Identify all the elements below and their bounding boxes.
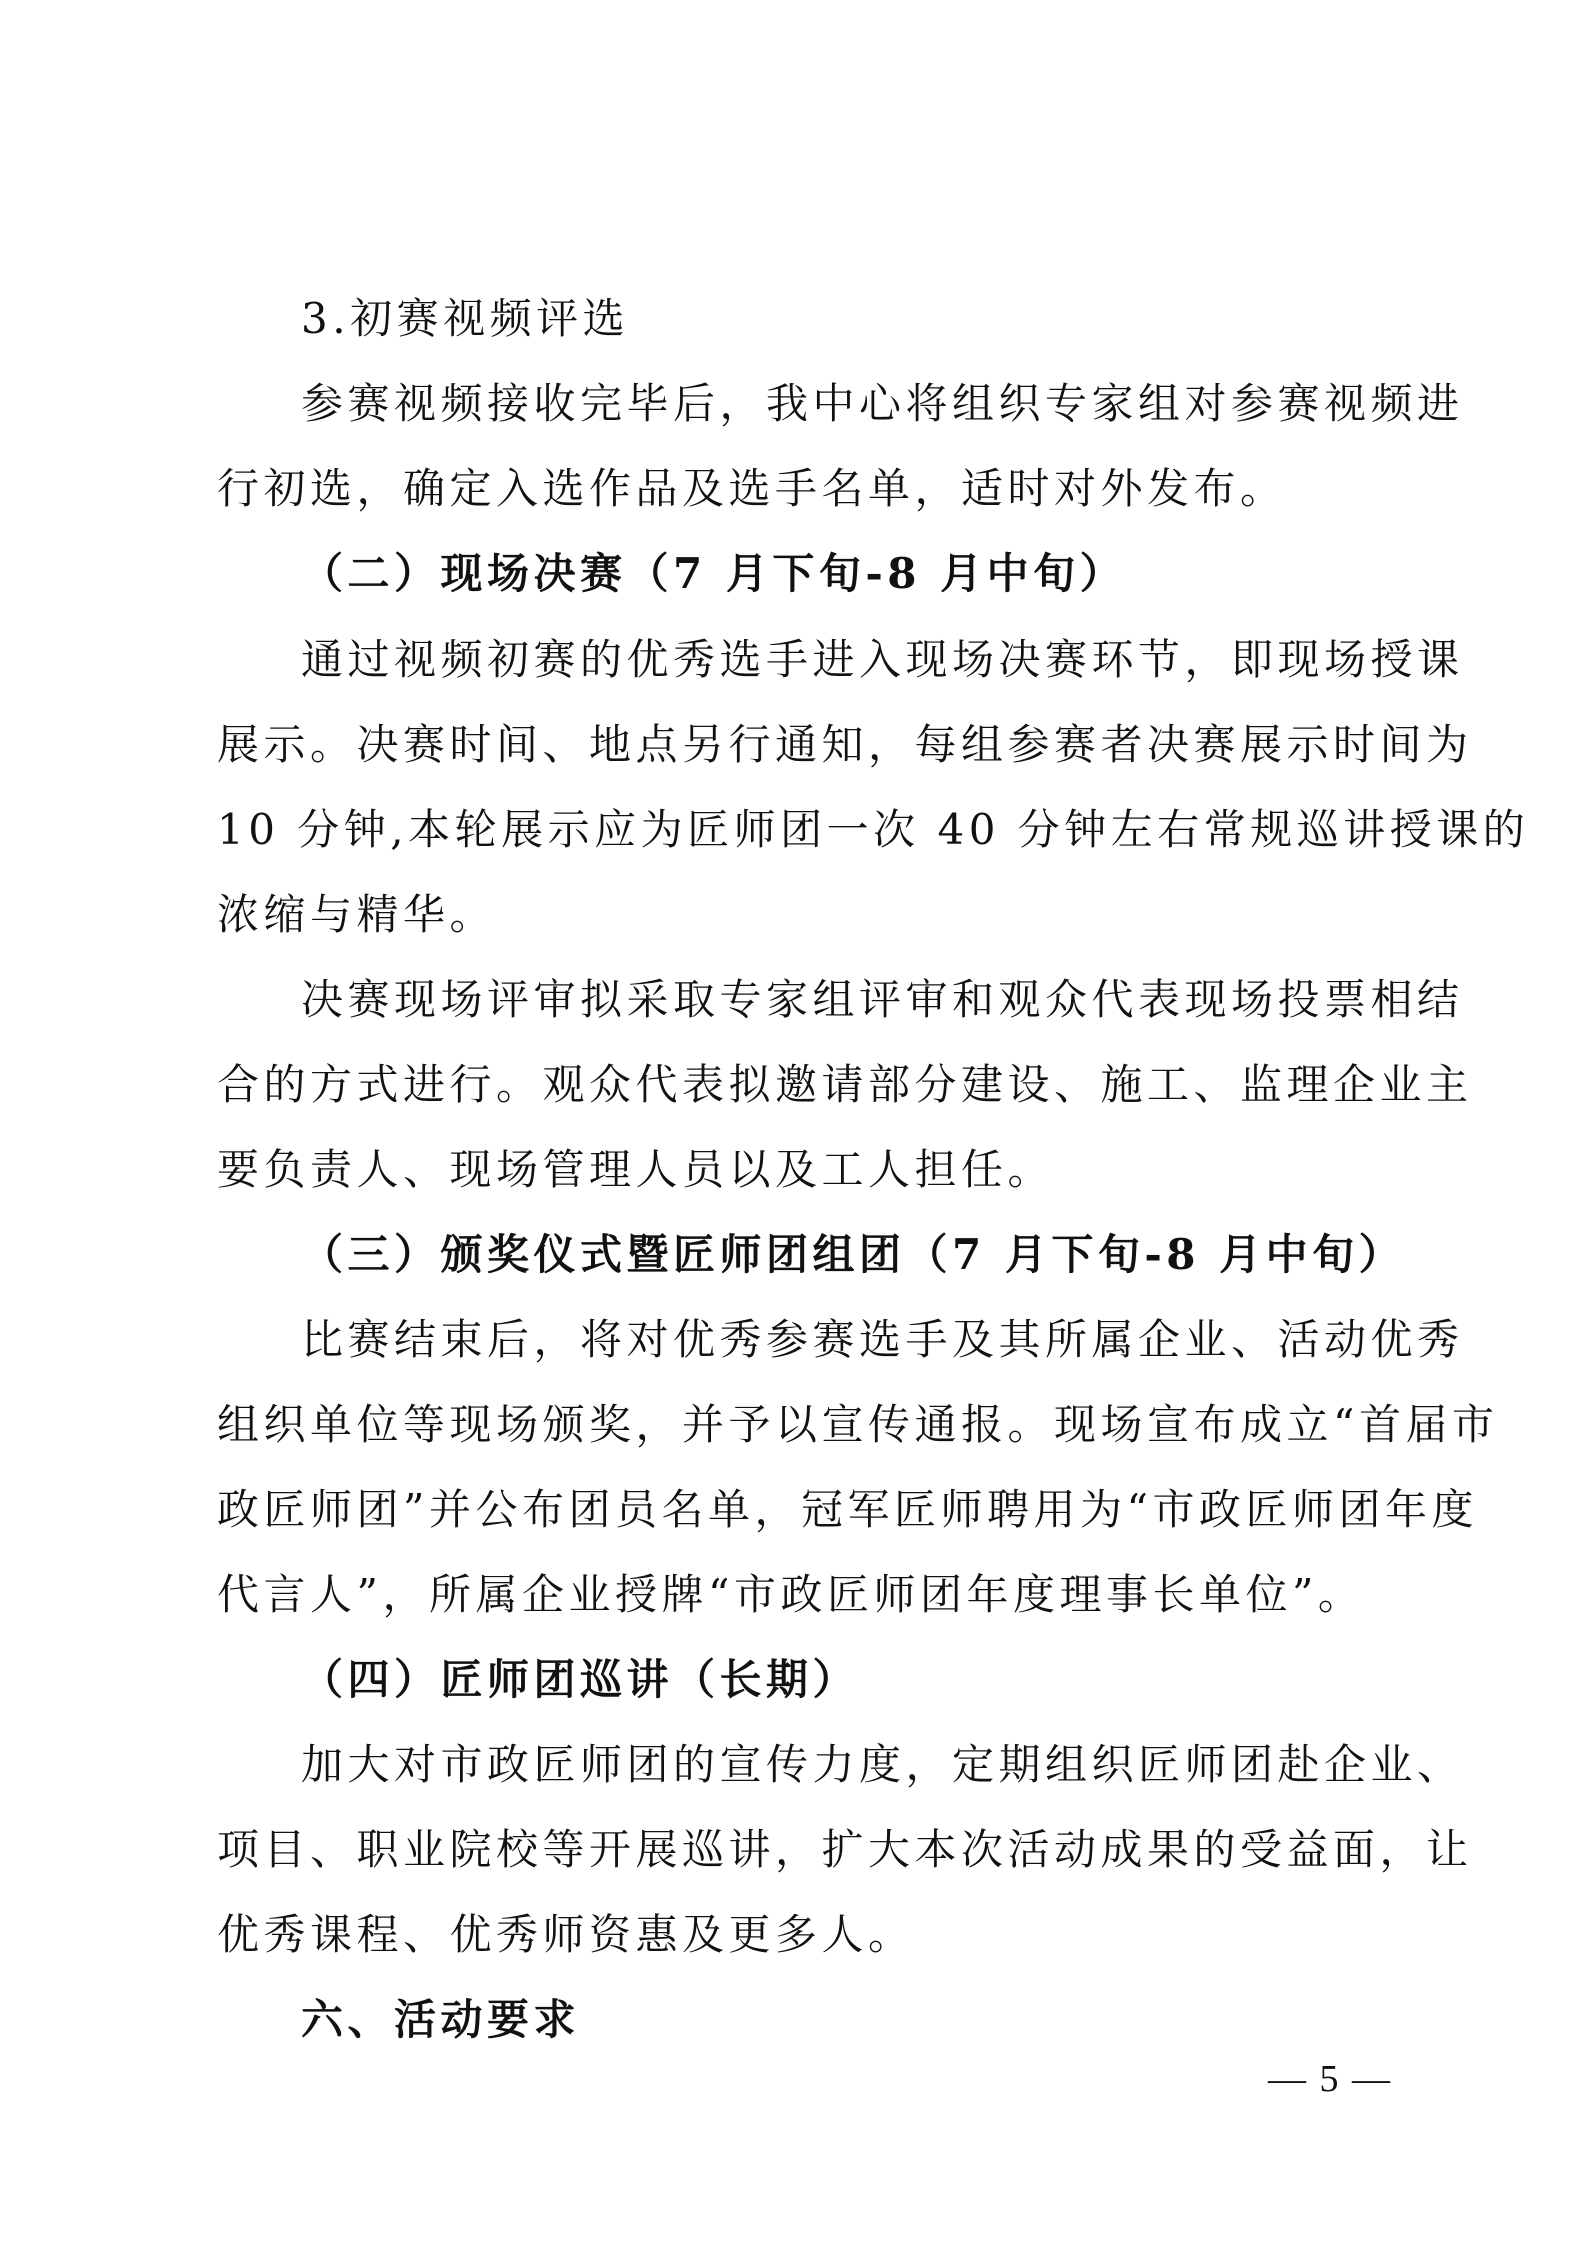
paragraph-line: 参赛视频接收完毕后，我中心将组织专家组对参赛视频进 xyxy=(301,379,1464,428)
paragraph-line: 行初选，确定入选作品及选手名单，适时对外发布。 xyxy=(217,464,1287,513)
section-subheading-preliminary-video-selection: 3.初赛视频评选 xyxy=(301,294,630,343)
page-number: — 5 — xyxy=(1268,2058,1392,2100)
paragraph-line: 决赛现场评审拟采取专家组评审和观众代表现场投票相结 xyxy=(301,975,1464,1024)
paragraph-line: 展示。决赛时间、地点另行通知，每组参赛者决赛展示时间为 xyxy=(217,720,1473,769)
section-heading-final: （二）现场决赛（7 月下旬-8 月中旬） xyxy=(301,549,1127,598)
section-heading-activity-requirements: 六、活动要求 xyxy=(301,1995,581,2044)
paragraph-line: 加大对市政匠师团的宣传力度，定期组织匠师团赴企业、 xyxy=(301,1740,1464,1789)
section-heading-awards: （三）颁奖仪式暨匠师团组团（7 月下旬-8 月中旬） xyxy=(301,1230,1406,1279)
paragraph-line: 优秀课程、优秀师资惠及更多人。 xyxy=(217,1910,915,1959)
paragraph-line: 组织单位等现场颁奖，并予以宣传通报。现场宣布成立“首届市 xyxy=(217,1400,1499,1449)
paragraph-line: 项目、职业院校等开展巡讲，扩大本次活动成果的受益面，让 xyxy=(217,1825,1473,1874)
paragraph-line: 合的方式进行。观众代表拟邀请部分建设、施工、监理企业主 xyxy=(217,1060,1473,1109)
section-heading-tour: （四）匠师团巡讲（长期） xyxy=(301,1655,860,1704)
paragraph-line: 要负责人、现场管理人员以及工人担任。 xyxy=(217,1145,1055,1194)
paragraph-line: 浓缩与精华。 xyxy=(217,890,497,939)
paragraph-line: 通过视频初赛的优秀选手进入现场决赛环节，即现场授课 xyxy=(301,635,1464,684)
paragraph-line: 政匠师团”并公布团员名单，冠军匠师聘用为“市政匠师团年度 xyxy=(217,1485,1478,1534)
paragraph-line: 比赛结束后，将对优秀参赛选手及其所属企业、活动优秀 xyxy=(301,1315,1464,1364)
paragraph-line: 代言人”，所属企业授牌“市政匠师团年度理事长单位”。 xyxy=(217,1570,1365,1619)
paragraph-line: 10 分钟,本轮展示应为匠师团一次 40 分钟左右常规巡讲授课的 xyxy=(217,805,1530,854)
